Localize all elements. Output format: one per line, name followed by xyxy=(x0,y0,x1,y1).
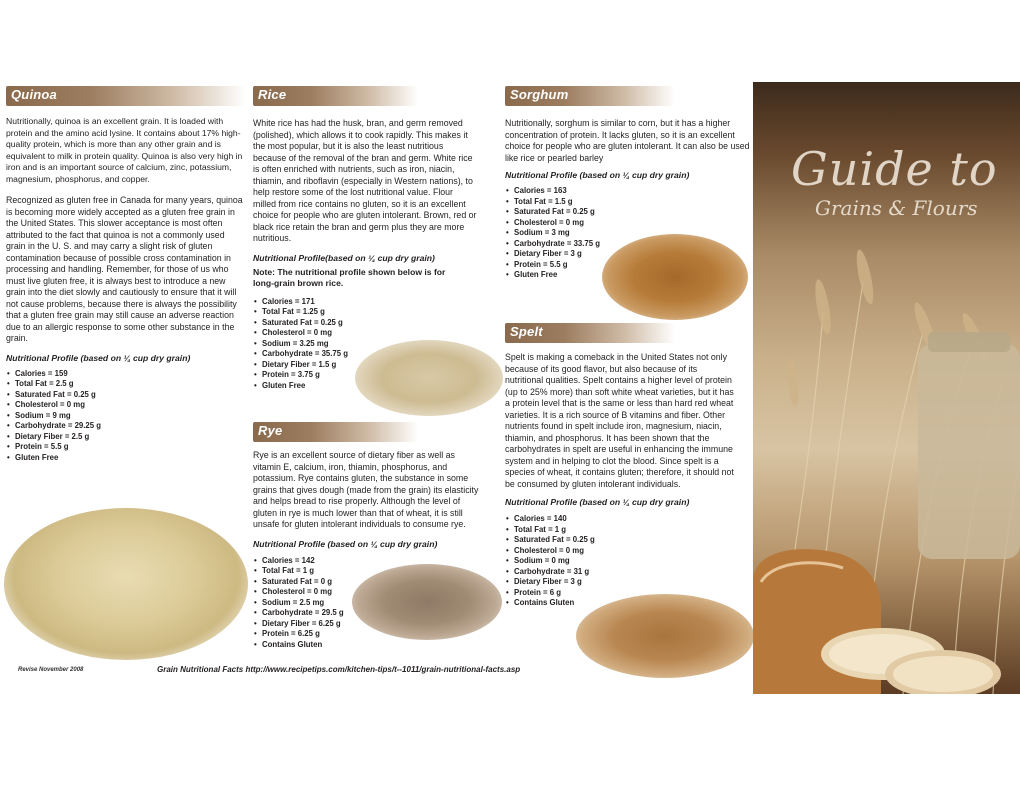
rice-fact: • Cholesterol = 0 mg xyxy=(253,328,498,339)
spelt-fact: • Carbohydrate = 31 g xyxy=(505,567,750,578)
rye-fact: • Carbohydrate = 29.5 g xyxy=(253,608,498,619)
rye-fact: • Saturated Fat = 0 g xyxy=(253,577,498,588)
quinoa-fact: • Calories = 159 xyxy=(6,369,246,380)
spelt-facts xyxy=(505,514,750,609)
spelt-grain-image xyxy=(576,594,754,678)
rice-grain-image xyxy=(355,340,503,416)
spelt-fact: • Protein = 6 g xyxy=(505,588,750,599)
quinoa-fact: • Cholesterol = 0 mg xyxy=(6,400,246,411)
rye-fact: • Dietary Fiber = 6.25 g xyxy=(253,619,498,630)
sorghum-grain-image xyxy=(602,234,748,320)
sorghum-fact: • Dietary Fiber = 3 g xyxy=(505,249,750,260)
rice-fact: • Carbohydrate = 35.75 g xyxy=(253,349,498,360)
spelt-fact: • Total Fat = 1 g xyxy=(505,525,750,536)
rye-fact: • Sodium = 2.5 mg xyxy=(253,598,498,609)
sorghum-fact: • Total Fat = 1.5 g xyxy=(505,197,750,208)
quinoa-fact: • Sodium = 9 mg xyxy=(6,411,246,422)
rye-heading-bar xyxy=(253,422,418,442)
sorghum-fact: • Protein = 5.5 g xyxy=(505,260,750,271)
rice-fact: • Calories = 171 xyxy=(253,297,498,308)
oat-jar-image xyxy=(918,344,1020,559)
spelt-heading: Spelt xyxy=(510,324,543,339)
spelt-para-1: Spelt is making a comeback in the United States not only because of its good flavor, but also because of its nutritional qualities. Spelt contains a higher level of protein (up to 25% more) than soft white wheat varieties, but it has a protein level that is the same or less than hard red wheat varieties. It is a rich source of B vitamins and fiber. Other nutrients found in spelt include iron, magnesium, niacin, thiamin, and phosphorus. It has been shown that the carbohydrates in spelt are useful in enhancing the immune system and in helping to clot the blood. Since spelt is a species of wheat, it contains gluten; therefore, it should not be consumed by gluten intolerant individuals. xyxy=(505,352,734,489)
cover-title-line-1: Guide to xyxy=(791,142,998,196)
quinoa-profile-title: Nutritional Profile (based on ¼ cup dry grain) xyxy=(6,352,191,363)
revised-date: Revise November 2008 xyxy=(18,667,84,673)
quinoa-heading-bar xyxy=(6,86,246,106)
rye-grain-image xyxy=(352,564,502,640)
sorghum-fact: • Calories = 163 xyxy=(505,186,750,197)
rice-fact: • Gluten Free xyxy=(253,381,498,392)
sorghum-para-1: Nutritionally, sorghum is similar to corn, but it has a higher concentration of protein. It lacks gluten, so it is an excellent choice for people who are gluten intolerant. It can also be used like rice or pearled barley xyxy=(505,118,750,163)
quinoa-facts xyxy=(6,369,246,464)
quinoa-section xyxy=(6,86,246,463)
rice-fact: • Saturated Fat = 0.25 g xyxy=(253,318,498,329)
rice-heading-bar xyxy=(253,86,418,106)
quinoa-fact: • Gluten Free xyxy=(6,453,246,464)
spelt-section xyxy=(505,323,750,609)
cover-panel xyxy=(753,82,1020,694)
quinoa-heading: Quinoa xyxy=(11,87,57,102)
quinoa-fact: • Protein = 5.5 g xyxy=(6,442,246,453)
rye-fact: • Contains Gluten xyxy=(253,640,498,651)
sorghum-fact: • Saturated Fat = 0.25 g xyxy=(505,207,750,218)
quinoa-fact: • Dietary Fiber = 2.5 g xyxy=(6,432,246,443)
rice-para-1: White rice has had the husk, bran, and germ removed (polished), which allows it to cook rapidly. This makes it the most popular, but it is also the least nutritious because of the removal of the bran and germ. White rice is often enriched with nutrients, such as iron, niacin, thiamin, and riboflavin (especially in Western nations), to help restore some of the lost nutritional value. Flour milled from rice contains no gluten, so it is an excellent choice for people who are gluten intolerant. Brown, red or black rice retain the bran and germ plus they are more nutritious. xyxy=(253,118,477,243)
rye-fact: • Cholesterol = 0 mg xyxy=(253,587,498,598)
rice-note: Note: The nutritional profile shown below is for long-grain brown rice. xyxy=(253,266,446,288)
spelt-profile-title: Nutritional Profile (based on ¼ cup dry grain) xyxy=(505,497,690,507)
spelt-fact: • Contains Gluten xyxy=(505,598,750,609)
rice-profile-title: Nutritional Profile(based on ¼ cup dry grain) xyxy=(253,252,435,263)
source-citation: Grain Nutritional Facts http://www.recipetips.com/kitchen-tips/t--1011/grain-nutritional-facts.asp xyxy=(157,665,521,674)
sorghum-heading: Sorghum xyxy=(510,87,569,102)
cover-title-line-2: Grains & Flours xyxy=(815,196,978,220)
spelt-fact: • Sodium = 0 mg xyxy=(505,556,750,567)
quinoa-fact: • Saturated Fat = 0.25 g xyxy=(6,390,246,401)
rice-fact: • Protein = 3.75 g xyxy=(253,370,498,381)
sorghum-profile-title: Nutritional Profile (based on ¼ cup dry grain) xyxy=(505,170,690,180)
spelt-fact: • Calories = 140 xyxy=(505,514,750,525)
spelt-fact: • Saturated Fat = 0.25 g xyxy=(505,535,750,546)
rye-heading: Rye xyxy=(258,423,283,438)
quinoa-para-2: Recognized as gluten free in Canada for many years, quinoa is becoming more widely accepted as a gluten free grain in the United States. This slower acceptance is most often attributed to the fact that quinoa is not a commonly used grain in the U. S. and may carry a slight risk of gluten contamination because of possible cross contamination in processing and handling. Remember, for those of us who must live gluten free, it is always best to introduce a new grain into the diet slowly and cautiously to ensure that it will not cause problems, because there is always the possibility that a gluten free grain may still cause an adverse reaction due to an allergic response to some other substance in the grain. xyxy=(6,195,243,343)
sorghum-fact: • Sodium = 3 mg xyxy=(505,228,750,239)
quinoa-para-1: Nutritionally, quinoa is an excellent grain. It is loaded with protein and the amino acid lysine. It contains about 17% high-quality protein, which is more than any other grain and is equivalent to milk in protein quality. Quinoa is also very high in iron and is an important source of calcium, zinc, potassium, magnesium, phosphorus, and copper. xyxy=(6,116,243,184)
rice-fact: • Total Fat = 1.25 g xyxy=(253,307,498,318)
spelt-fact: • Dietary Fiber = 3 g xyxy=(505,577,750,588)
sorghum-fact: • Carbohydrate = 33.75 g xyxy=(505,239,750,250)
rye-para-1: Rye is an excellent source of dietary fiber as well as vitamin E, calcium, iron, thiamin, phosphorus, and potassium. Rye contains gluten, the substance in some grains that gives dough (made from the grain) its elasticity and helps bread to rise properly. Although the level of gluten in rye is much lower than that of wheat, it is still unsafe for gluten intolerant individuals to consume rye. xyxy=(253,450,479,529)
rye-fact: • Calories = 142 xyxy=(253,556,498,567)
rice-fact: • Dietary Fiber = 1.5 g xyxy=(253,360,498,371)
spelt-heading-bar xyxy=(505,323,675,343)
sorghum-heading-bar xyxy=(505,86,675,106)
sorghum-fact: • Cholesterol = 0 mg xyxy=(505,218,750,229)
sorghum-fact: • Gluten Free xyxy=(505,270,750,281)
quinoa-grain-image xyxy=(4,508,248,660)
rye-profile-title: Nutritional Profile (based on ¼ cup dry grain) xyxy=(253,538,438,549)
rye-fact: • Total Fat = 1 g xyxy=(253,566,498,577)
rice-fact: • Sodium = 3.25 mg xyxy=(253,339,498,350)
rye-fact: • Protein = 6.25 g xyxy=(253,629,498,640)
quinoa-fact: • Total Fat = 2.5 g xyxy=(6,379,246,390)
spelt-fact: • Cholesterol = 0 mg xyxy=(505,546,750,557)
rice-heading: Rice xyxy=(258,87,287,102)
quinoa-fact: • Carbohydrate = 29.25 g xyxy=(6,421,246,432)
